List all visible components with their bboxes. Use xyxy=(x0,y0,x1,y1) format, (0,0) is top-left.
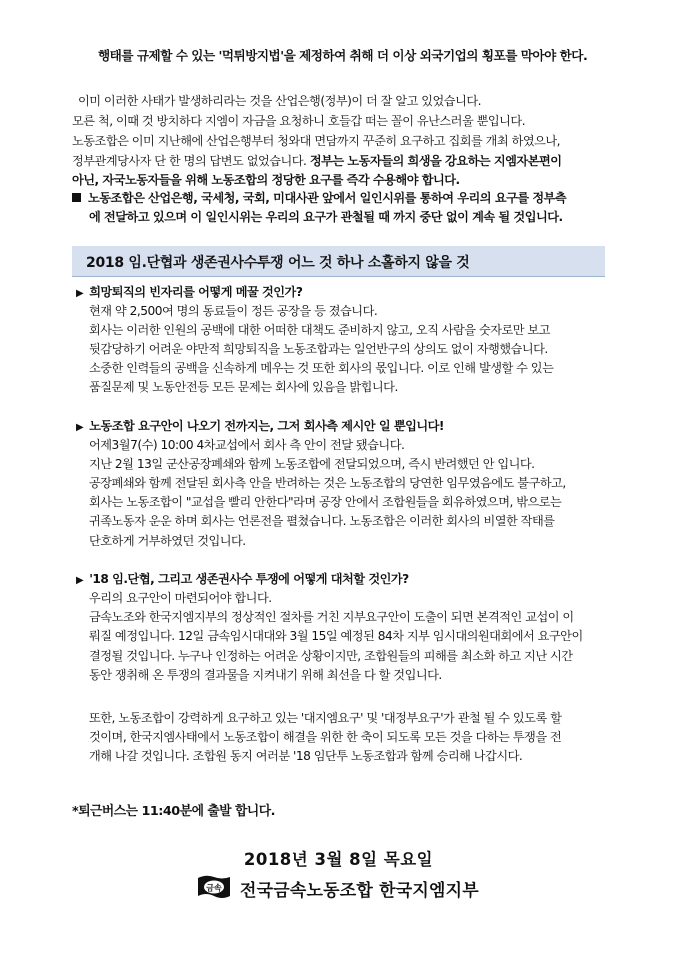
question-3 xyxy=(76,571,409,589)
triangle-bullet-icon: ▶ xyxy=(76,575,84,586)
union-flag-logo-icon xyxy=(196,874,232,900)
q2-line: 회사는 노동조합이 "교섭을 빨리 안한다"라며 공장 안에서 조합원들을 회유하였으며, 밖으로는 xyxy=(89,495,562,509)
q2-line: 귀족노동자 운운 하며 회사는 언론전을 펼쳤습니다. 노동조합은 이러한 회사의 비열한 작태를 xyxy=(89,514,555,528)
q3-line: 금속노조와 한국지엠지부의 정상적인 절차를 거친 지부요구안이 도출이 되면 본격적인 교섭이 이 xyxy=(89,610,574,624)
q3-extra-line: 개해 나갈 것입니다. 조합원 동지 여러분 '18 임단투 노동조합과 함께 승리해 나갑시다. xyxy=(89,749,523,763)
section-title: 2018 임.단협과 생존권사수투쟁 어느 것 하나 소홀하지 않을 것 xyxy=(86,255,470,271)
bullet-line-1 xyxy=(72,190,566,206)
lead-statement: 행태를 규제할 수 있는 '먹튀방지법'을 제정하여 취해 더 이상 외국기업의 횡포를 막아야 한다. xyxy=(98,48,588,63)
question-1 xyxy=(76,284,302,302)
triangle-bullet-icon: ▶ xyxy=(76,422,84,433)
bullet-text-1: 노동조합은 산업은행, 국세청, 국회, 미대사관 앞에서 일인시위를 통하여 우리의 요구를 정부측 xyxy=(88,191,567,205)
q1-line: 현재 약 2,500여 명의 동료들이 정든 공장을 등 졌습니다. xyxy=(89,304,378,318)
q3-line: 뤄질 예정입니다. 12일 금속임시대대와 3월 15일 예정된 84차 지부 임시대의원대회에서 요구안이 xyxy=(89,629,583,643)
q3-extra-line: 또한, 노동조합이 강력하게 요구하고 있는 '대지엠요구' 및 '대정부요구'가 관철 될 수 있도록 할 xyxy=(89,711,562,725)
note-mark: * xyxy=(72,804,79,819)
q1-line: 소중한 인력들의 공백을 신속하게 메우는 것 또한 회사의 몫입니다. 이로 인해 발생할 수 있는 xyxy=(89,361,554,375)
intro-line-4 xyxy=(72,153,562,169)
q2-line: 지난 2월 13일 군산공장폐쇄와 함께 노동조합에 전달되었으며, 즉시 반려했던 안 입니다. xyxy=(89,457,535,471)
intro-line-3: 노동조합은 이미 지난해에 산업은행부터 청와대 면담까지 꾸준히 요구하고 집회를 개최 하였으나, xyxy=(72,134,561,148)
q2-line: 공장폐쇄와 함께 전달된 회사측 안을 반려하는 것은 노동조합의 당연한 임무였음에도 불구하고, xyxy=(89,476,566,490)
bus-note xyxy=(72,804,275,820)
bullet-line-2: 에 전달하고 있으며 이 일인시위는 우리의 요구가 관철될 때 까지 중단 없이 계속 될 것입니다. xyxy=(89,210,563,224)
section-header xyxy=(72,246,605,277)
q1-line: 품질문제 및 노동안전등 모든 문제는 회사에 있음을 밝힙니다. xyxy=(89,380,398,394)
q2-line: 어제3월7(수) 10:00 4차교섭에서 회사 측 안이 전달 됐습니다. xyxy=(89,438,405,452)
intro-line-4-plain: 정부관계당사자 단 한 명의 답변도 없었습니다. xyxy=(72,154,310,168)
triangle-bullet-icon: ▶ xyxy=(76,288,84,299)
q3-line: 동안 쟁취해 온 투쟁의 결과물을 지켜내기 위해 최선을 다 할 것입니다. xyxy=(89,668,442,682)
q3-line: 우리의 요구안이 마련되어야 합니다. xyxy=(89,591,272,605)
question-3-text: '18 임.단협, 그리고 생존권사수 투쟁에 어떻게 대처할 것인가? xyxy=(89,572,409,586)
document-date: 2018년 3월 8일 목요일 xyxy=(243,850,434,869)
question-2-text: 노동조합 요구안이 나오기 전까지는, 그저 회사측 제시안 일 뿐입니다! xyxy=(89,419,444,433)
organization-name: 전국금속노동조합 한국지엠지부 xyxy=(240,881,479,901)
q3-extra-line: 것이며, 한국지엠사태에서 노동조합이 해결을 위한 한 축이 되도록 모든 것을 다하는 투쟁을 전 xyxy=(89,730,562,744)
intro-line-5: 아닌, 자국노동자들을 위해 노동조합의 정당한 요구를 즉각 수용해야 합니다. xyxy=(72,173,460,187)
bus-note-text: 퇴근버스는 11:40분에 출발 합니다. xyxy=(78,804,276,819)
square-bullet-icon xyxy=(72,193,81,202)
q2-line: 단호하게 거부하였던 것입니다. xyxy=(89,534,246,548)
question-1-text: 희망퇴직의 빈자리를 어떻게 메꿀 것인가? xyxy=(89,285,303,299)
intro-line-4-bold: 정부는 노동자들의 희생을 강요하는 지엠자본편이 xyxy=(309,154,562,168)
question-2 xyxy=(76,418,444,436)
intro-line-1: 이미 이러한 사태가 발생하리라는 것을 산업은행(정부)이 더 잘 알고 있었습니다. xyxy=(78,94,481,108)
q1-line: 뒷감당하기 어려운 야만적 희망퇴직을 노동조합과는 일언반구의 상의도 없이 자행했습니다. xyxy=(89,342,548,356)
logo-text: 금속 xyxy=(206,883,222,893)
intro-line-2: 모른 척, 이때 것 방치하다 지엠이 자금을 요청하니 호들갑 떠는 꼴이 유난스러울 뿐입니다. xyxy=(72,114,526,128)
q3-line: 결정될 것입니다. 누구나 인정하는 어려운 상황이지만, 조합원들의 피해를 최소화 하고 지난 시간 xyxy=(89,649,573,663)
q1-line: 회사는 이러한 인원의 공백에 대한 어떠한 대책도 준비하지 않고, 오직 사람을 숫자로만 보고 xyxy=(89,323,550,337)
